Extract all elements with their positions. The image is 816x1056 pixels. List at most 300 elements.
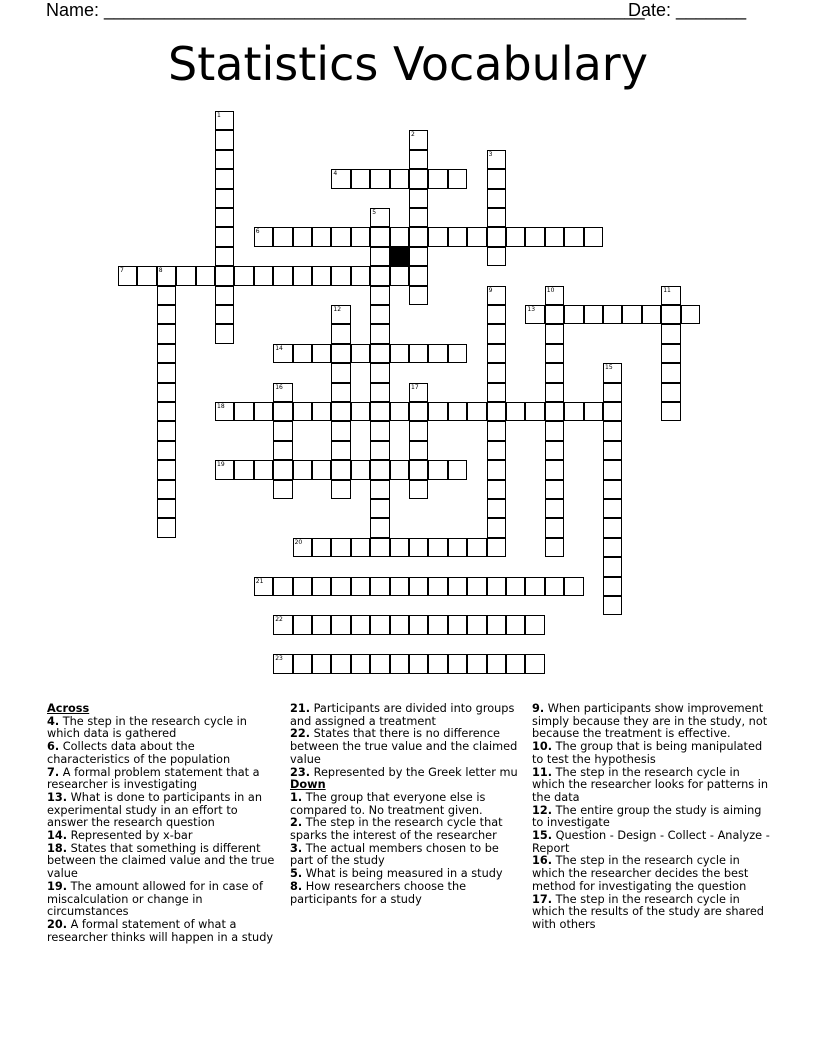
grid-cell[interactable] bbox=[564, 402, 583, 421]
grid-cell[interactable] bbox=[409, 615, 428, 634]
grid-cell[interactable] bbox=[428, 654, 447, 673]
clue-across-23: 23. Represented by the Greek letter mu bbox=[290, 765, 518, 779]
grid-cell[interactable] bbox=[293, 615, 312, 634]
grid-cell[interactable] bbox=[487, 324, 506, 343]
clue-down-1: 1. The group that everyone else is compared to. No treatment given. bbox=[290, 790, 486, 817]
grid-cell[interactable] bbox=[506, 402, 525, 421]
grid-cell[interactable] bbox=[467, 654, 486, 673]
grid-cell[interactable] bbox=[603, 577, 622, 596]
grid-cell[interactable] bbox=[370, 421, 389, 440]
grid-cell[interactable] bbox=[409, 577, 428, 596]
grid-cell[interactable] bbox=[603, 383, 622, 402]
grid-cell[interactable] bbox=[234, 266, 253, 285]
grid-cell[interactable] bbox=[506, 227, 525, 246]
grid-cell[interactable] bbox=[642, 305, 661, 324]
grid-cell[interactable] bbox=[428, 538, 447, 557]
grid-cell[interactable] bbox=[370, 305, 389, 324]
grid-cell[interactable] bbox=[331, 305, 350, 324]
grid-cell[interactable] bbox=[487, 150, 506, 169]
grid-cell[interactable] bbox=[545, 499, 564, 518]
grid-cell[interactable] bbox=[157, 480, 176, 499]
grid-cell[interactable] bbox=[681, 305, 700, 324]
grid-cell[interactable] bbox=[603, 557, 622, 576]
grid-cell[interactable] bbox=[370, 247, 389, 266]
grid-cell[interactable] bbox=[467, 402, 486, 421]
grid-cell[interactable] bbox=[661, 363, 680, 382]
grid-cell[interactable] bbox=[525, 305, 544, 324]
grid-cell[interactable] bbox=[448, 538, 467, 557]
grid-cell[interactable] bbox=[487, 227, 506, 246]
grid-cell[interactable] bbox=[428, 169, 447, 188]
grid-cell[interactable] bbox=[487, 286, 506, 305]
grid-cell[interactable] bbox=[409, 538, 428, 557]
grid-cell[interactable] bbox=[293, 227, 312, 246]
grid-cell[interactable] bbox=[293, 266, 312, 285]
grid-cell[interactable] bbox=[525, 402, 544, 421]
grid-cell[interactable] bbox=[215, 305, 234, 324]
clues-column-2 bbox=[290, 703, 524, 906]
grid-cell[interactable] bbox=[273, 227, 292, 246]
clue-down-15: 15. Question - Design - Collect - Analyze - Report bbox=[532, 829, 770, 855]
grid-cell[interactable] bbox=[487, 615, 506, 634]
grid-cell[interactable] bbox=[428, 577, 447, 596]
grid-cell[interactable] bbox=[215, 111, 234, 130]
grid-cell[interactable] bbox=[370, 441, 389, 460]
grid-cell[interactable] bbox=[603, 480, 622, 499]
clue-number: 13 bbox=[527, 306, 536, 313]
grid-cell[interactable] bbox=[331, 615, 350, 634]
grid-cell[interactable] bbox=[331, 169, 350, 188]
grid-cell[interactable] bbox=[351, 460, 370, 479]
grid-cell[interactable] bbox=[157, 344, 176, 363]
grid-cell[interactable] bbox=[487, 363, 506, 382]
grid-cell[interactable] bbox=[312, 577, 331, 596]
clue-number: 11 bbox=[663, 286, 671, 294]
date-field-label: Date: _______ bbox=[628, 0, 747, 20]
grid-cell[interactable] bbox=[428, 402, 447, 421]
grid-cell[interactable] bbox=[409, 421, 428, 440]
grid-cell[interactable] bbox=[370, 363, 389, 382]
grid-cell[interactable] bbox=[351, 227, 370, 246]
clue-across-20: 20. A formal statement of what a researcher thinks will happen in a study bbox=[47, 917, 274, 944]
grid-cell[interactable] bbox=[254, 402, 273, 421]
grid-cell[interactable] bbox=[331, 654, 350, 673]
grid-cell[interactable] bbox=[254, 227, 273, 246]
grid-cell[interactable] bbox=[234, 460, 253, 479]
grid-cell[interactable] bbox=[215, 247, 234, 266]
grid-cell[interactable] bbox=[273, 441, 292, 460]
grid-cell[interactable] bbox=[390, 460, 409, 479]
clue-across-7: 7. A formal problem statement that a researcher is investigating bbox=[47, 765, 260, 792]
clue-number: 1 bbox=[217, 112, 221, 119]
clue-down-17: 17. The step in the research cycle in which the results of the study are shared with others bbox=[532, 892, 764, 931]
grid-cell[interactable] bbox=[409, 441, 428, 460]
grid-cell[interactable] bbox=[661, 344, 680, 363]
grid-cell[interactable] bbox=[409, 480, 428, 499]
grid-cell[interactable] bbox=[487, 344, 506, 363]
grid-cell[interactable] bbox=[331, 480, 350, 499]
grid-cell[interactable] bbox=[273, 402, 292, 421]
clue-number: 9 bbox=[488, 286, 493, 294]
grid-cell[interactable] bbox=[545, 286, 564, 305]
grid-cell[interactable] bbox=[487, 654, 506, 673]
clue-number: 20 bbox=[294, 538, 303, 546]
grid-cell[interactable] bbox=[545, 577, 564, 596]
grid-cell[interactable] bbox=[487, 402, 506, 421]
grid-cell[interactable] bbox=[622, 305, 641, 324]
grid-cell[interactable] bbox=[331, 344, 350, 363]
grid-cell[interactable] bbox=[157, 266, 176, 285]
grid-cell[interactable] bbox=[196, 266, 215, 285]
grid-cell[interactable] bbox=[273, 383, 292, 402]
grid-cell[interactable] bbox=[409, 189, 428, 208]
grid-cell[interactable] bbox=[215, 266, 234, 285]
grid-cell[interactable] bbox=[409, 344, 428, 363]
grid-cell[interactable] bbox=[254, 577, 273, 596]
grid-cell[interactable] bbox=[487, 169, 506, 188]
grid-cell[interactable] bbox=[370, 208, 389, 227]
grid-cell[interactable] bbox=[370, 169, 389, 188]
grid-cell[interactable] bbox=[351, 538, 370, 557]
grid-cell[interactable] bbox=[312, 402, 331, 421]
grid-cell[interactable] bbox=[545, 383, 564, 402]
grid-cell[interactable] bbox=[506, 615, 525, 634]
grid-cell[interactable] bbox=[487, 441, 506, 460]
clue-number: 7 bbox=[120, 267, 124, 275]
grid-cell[interactable] bbox=[603, 402, 622, 421]
grid-cell[interactable] bbox=[584, 305, 603, 324]
grid-cell[interactable] bbox=[351, 615, 370, 634]
grid-cell[interactable] bbox=[409, 227, 428, 246]
grid-cell[interactable] bbox=[603, 460, 622, 479]
grid-cell[interactable] bbox=[545, 480, 564, 499]
grid-cell[interactable] bbox=[428, 460, 447, 479]
grid-cell[interactable] bbox=[467, 577, 486, 596]
grid-cell[interactable] bbox=[157, 402, 176, 421]
grid-cell[interactable] bbox=[661, 402, 680, 421]
grid-cell[interactable] bbox=[467, 615, 486, 634]
grid-cell[interactable] bbox=[409, 169, 428, 188]
grid-cell[interactable] bbox=[564, 227, 583, 246]
clues-column-1 bbox=[47, 703, 279, 944]
clue-number: 3 bbox=[488, 150, 493, 158]
grid-cell[interactable] bbox=[331, 402, 350, 421]
grid-cell[interactable] bbox=[487, 480, 506, 499]
grid-cell[interactable] bbox=[428, 615, 447, 634]
clue-number: 21 bbox=[255, 577, 264, 585]
grid-cell[interactable] bbox=[603, 421, 622, 440]
grid-cell[interactable] bbox=[487, 305, 506, 324]
clue-down-5: 5. What is being measured in a study bbox=[290, 867, 503, 881]
grid-cell[interactable] bbox=[273, 266, 292, 285]
grid-cell[interactable] bbox=[370, 654, 389, 673]
grid-cell[interactable] bbox=[448, 615, 467, 634]
grid-cell[interactable] bbox=[525, 615, 544, 634]
grid-cell[interactable] bbox=[157, 324, 176, 343]
name-field-label: Name: ______________________________________________________ bbox=[46, 0, 645, 20]
clue-number: 10 bbox=[546, 286, 555, 294]
grid-cell[interactable] bbox=[215, 208, 234, 227]
grid-cell[interactable] bbox=[215, 402, 234, 421]
grid-cell[interactable] bbox=[370, 518, 389, 537]
grid-cell[interactable] bbox=[293, 344, 312, 363]
clue-number: 22 bbox=[275, 616, 283, 624]
grid-cell[interactable] bbox=[409, 383, 428, 402]
grid-cell[interactable] bbox=[448, 344, 467, 363]
clue-across-18: 18. States that something is different between the claimed value and the true value bbox=[47, 841, 275, 881]
clue-number: 8 bbox=[158, 267, 163, 275]
grid-cell[interactable] bbox=[370, 538, 389, 557]
clue-number: 19 bbox=[217, 461, 225, 469]
grid-cell[interactable] bbox=[215, 324, 234, 343]
grid-cell[interactable] bbox=[390, 538, 409, 557]
grid-cell[interactable] bbox=[545, 324, 564, 343]
grid-cell[interactable] bbox=[312, 227, 331, 246]
grid-cell[interactable] bbox=[409, 460, 428, 479]
grid-cell[interactable] bbox=[525, 654, 544, 673]
grid-cell[interactable] bbox=[234, 402, 253, 421]
grid-cell[interactable] bbox=[545, 538, 564, 557]
grid-cell[interactable] bbox=[273, 344, 292, 363]
grid-cell[interactable] bbox=[545, 518, 564, 537]
grid-cell[interactable] bbox=[506, 577, 525, 596]
grid-cell[interactable] bbox=[487, 460, 506, 479]
grid-cell[interactable] bbox=[254, 266, 273, 285]
grid-cell[interactable] bbox=[584, 227, 603, 246]
grid-cell[interactable] bbox=[215, 227, 234, 246]
grid-cell[interactable] bbox=[273, 421, 292, 440]
grid-cell[interactable] bbox=[390, 266, 409, 285]
grid-cell[interactable] bbox=[448, 169, 467, 188]
grid-cell[interactable] bbox=[157, 421, 176, 440]
grid-cell[interactable] bbox=[487, 247, 506, 266]
across-heading: Across bbox=[47, 702, 90, 715]
grid-cell[interactable] bbox=[409, 266, 428, 285]
grid-cell[interactable] bbox=[390, 169, 409, 188]
clue-across-6: 6. Collects data about the characteristics of the population bbox=[47, 740, 231, 766]
grid-cell[interactable] bbox=[390, 615, 409, 634]
grid-cell[interactable] bbox=[487, 577, 506, 596]
grid-cell[interactable] bbox=[215, 286, 234, 305]
grid-cell[interactable] bbox=[409, 286, 428, 305]
grid-cell[interactable] bbox=[603, 363, 622, 382]
grid-cell[interactable] bbox=[370, 324, 389, 343]
grid-cell[interactable] bbox=[157, 518, 176, 537]
grid-cell[interactable] bbox=[312, 266, 331, 285]
grid-cell[interactable] bbox=[273, 480, 292, 499]
grid-cell[interactable] bbox=[370, 266, 389, 285]
grid-cell[interactable] bbox=[409, 130, 428, 149]
grid-cell[interactable] bbox=[370, 499, 389, 518]
grid-cell[interactable] bbox=[273, 654, 292, 673]
grid-cell[interactable] bbox=[293, 538, 312, 557]
grid-cell[interactable] bbox=[525, 577, 544, 596]
grid-cell[interactable] bbox=[351, 402, 370, 421]
grid-cell[interactable] bbox=[603, 518, 622, 537]
grid-cell[interactable] bbox=[661, 383, 680, 402]
grid-cell[interactable] bbox=[157, 286, 176, 305]
grid-cell[interactable] bbox=[293, 577, 312, 596]
grid-cell[interactable] bbox=[273, 577, 292, 596]
grid-cell[interactable] bbox=[370, 460, 389, 479]
page-title: Statistics Vocabulary bbox=[168, 37, 648, 91]
grid-cell[interactable] bbox=[254, 460, 273, 479]
grid-cell[interactable] bbox=[331, 421, 350, 440]
clue-number: 18 bbox=[217, 403, 225, 410]
grid-cell[interactable] bbox=[390, 227, 409, 246]
grid-cell[interactable] bbox=[428, 227, 447, 246]
grid-cell[interactable] bbox=[409, 247, 428, 266]
grid-cell[interactable] bbox=[428, 344, 447, 363]
grid-cell[interactable] bbox=[409, 208, 428, 227]
grid-cell[interactable] bbox=[157, 441, 176, 460]
grid-cell[interactable] bbox=[409, 150, 428, 169]
grid-cell[interactable] bbox=[331, 227, 350, 246]
grid-cell[interactable] bbox=[215, 460, 234, 479]
grid-cell[interactable] bbox=[370, 402, 389, 421]
grid-cell[interactable] bbox=[157, 460, 176, 479]
clue-number: 2 bbox=[411, 131, 415, 139]
grid-cell[interactable] bbox=[293, 460, 312, 479]
grid-cell[interactable] bbox=[312, 654, 331, 673]
grid-cell[interactable] bbox=[545, 460, 564, 479]
grid-cell[interactable] bbox=[487, 421, 506, 440]
grid-cell[interactable] bbox=[370, 286, 389, 305]
clue-down-9: 9. When participants show improvement simply because they are in the study, not because the treatment is effective. bbox=[532, 702, 768, 741]
grid-cell[interactable] bbox=[390, 402, 409, 421]
grid-cell[interactable] bbox=[312, 460, 331, 479]
grid-cell[interactable] bbox=[351, 654, 370, 673]
grid-cell[interactable] bbox=[137, 266, 156, 285]
grid-cell[interactable] bbox=[215, 130, 234, 149]
grid-cell[interactable] bbox=[157, 383, 176, 402]
clue-down-8: 8. How researchers choose the participants for a study bbox=[290, 879, 467, 906]
clue-down-2: 2. The step in the research cycle that sparks the interest of the researcher bbox=[290, 816, 503, 843]
clue-across-19: 19. The amount allowed for in case of miscalculation or change in circumstances bbox=[47, 879, 263, 919]
grid-cell[interactable] bbox=[564, 305, 583, 324]
grid-cell[interactable] bbox=[448, 654, 467, 673]
grid-cell[interactable] bbox=[331, 363, 350, 382]
clue-down-12: 12. The entire group the study is aiming to investigate bbox=[532, 803, 762, 830]
grid-cell[interactable] bbox=[467, 227, 486, 246]
grid-cell[interactable] bbox=[215, 169, 234, 188]
grid-cell[interactable] bbox=[409, 402, 428, 421]
grid-cell[interactable] bbox=[331, 577, 350, 596]
grid-cell[interactable] bbox=[157, 363, 176, 382]
grid-cell[interactable] bbox=[603, 596, 622, 615]
clue-number: 15 bbox=[605, 364, 613, 372]
grid-cell[interactable] bbox=[331, 538, 350, 557]
grid-cell[interactable] bbox=[487, 499, 506, 518]
grid-cell[interactable] bbox=[545, 402, 564, 421]
grid-cell[interactable] bbox=[661, 305, 680, 324]
grid-cell[interactable] bbox=[273, 615, 292, 634]
grid-cell[interactable] bbox=[331, 383, 350, 402]
grid-cell[interactable] bbox=[370, 480, 389, 499]
grid-cell[interactable] bbox=[448, 577, 467, 596]
grid-cell[interactable] bbox=[312, 615, 331, 634]
grid-cell[interactable] bbox=[448, 227, 467, 246]
grid-cell[interactable] bbox=[390, 577, 409, 596]
clue-number: 4 bbox=[333, 170, 338, 178]
grid-cell[interactable] bbox=[370, 227, 389, 246]
grid-cell[interactable] bbox=[331, 324, 350, 343]
grid-cell[interactable] bbox=[545, 441, 564, 460]
grid-cell[interactable] bbox=[351, 266, 370, 285]
clue-down-11: 11. The step in the research cycle in which the researcher looks for patterns in the data bbox=[532, 765, 769, 804]
grid-cell[interactable] bbox=[603, 441, 622, 460]
grid-cell[interactable] bbox=[448, 460, 467, 479]
clue-down-16: 16. The step in the research cycle in which the researcher decides the best method for investigating the question bbox=[532, 854, 749, 893]
grid-cell[interactable] bbox=[215, 150, 234, 169]
grid-cell[interactable] bbox=[157, 305, 176, 324]
clue-across-14: 14. Represented by x-bar bbox=[47, 829, 193, 843]
grid-cell[interactable] bbox=[390, 654, 409, 673]
clue-number: 17 bbox=[411, 383, 419, 391]
grid-cell[interactable] bbox=[331, 266, 350, 285]
grid-cell[interactable] bbox=[603, 538, 622, 557]
clue-number: 6 bbox=[255, 228, 260, 236]
grid-cell[interactable] bbox=[661, 324, 680, 343]
grid-cell[interactable] bbox=[331, 441, 350, 460]
grid-cell[interactable] bbox=[409, 654, 428, 673]
grid-cell[interactable] bbox=[545, 344, 564, 363]
clue-across-22: 22. States that there is no difference between the true value and the claimed value bbox=[290, 727, 518, 766]
grid-cell[interactable] bbox=[584, 402, 603, 421]
grid-cell[interactable] bbox=[603, 305, 622, 324]
grid-cell[interactable] bbox=[390, 344, 409, 363]
grid-cell[interactable] bbox=[351, 577, 370, 596]
grid-cell[interactable] bbox=[564, 577, 583, 596]
grid-cell[interactable] bbox=[176, 266, 195, 285]
grid-cell[interactable] bbox=[487, 518, 506, 537]
grid-cell[interactable] bbox=[273, 460, 292, 479]
clue-across-13: 13. What is done to participants in an experimental study in an effort to answer the research question bbox=[47, 790, 263, 830]
grid-cell[interactable] bbox=[215, 189, 234, 208]
grid-cell[interactable] bbox=[603, 499, 622, 518]
clue-number: 12 bbox=[333, 306, 342, 313]
grid-cell[interactable] bbox=[351, 344, 370, 363]
grid-cell[interactable] bbox=[487, 383, 506, 402]
grid-cell[interactable] bbox=[370, 577, 389, 596]
grid-cell[interactable] bbox=[370, 615, 389, 634]
grid-cell[interactable] bbox=[312, 538, 331, 557]
grid-cell[interactable] bbox=[370, 383, 389, 402]
grid-cell[interactable] bbox=[487, 189, 506, 208]
grid-cell[interactable] bbox=[545, 363, 564, 382]
grid-cell[interactable] bbox=[545, 421, 564, 440]
grid-cell[interactable] bbox=[448, 402, 467, 421]
grid-cell[interactable] bbox=[487, 208, 506, 227]
grid-cell[interactable] bbox=[661, 286, 680, 305]
grid-cell[interactable] bbox=[370, 344, 389, 363]
down-heading: Down bbox=[290, 778, 326, 792]
grid-cell[interactable] bbox=[467, 538, 486, 557]
grid-cell[interactable] bbox=[545, 305, 564, 324]
grid-cell[interactable] bbox=[157, 499, 176, 518]
grid-cell[interactable] bbox=[293, 654, 312, 673]
grid-cell[interactable] bbox=[293, 402, 312, 421]
grid-cell[interactable] bbox=[545, 227, 564, 246]
grid-cell[interactable] bbox=[331, 460, 350, 479]
grid-cell[interactable] bbox=[351, 169, 370, 188]
grid-cell[interactable] bbox=[118, 266, 137, 285]
grid-cell[interactable] bbox=[487, 538, 506, 557]
grid-cell[interactable] bbox=[525, 227, 544, 246]
grid-cell[interactable] bbox=[506, 654, 525, 673]
grid-cell[interactable] bbox=[312, 344, 331, 363]
clue-number: 23 bbox=[275, 655, 283, 663]
